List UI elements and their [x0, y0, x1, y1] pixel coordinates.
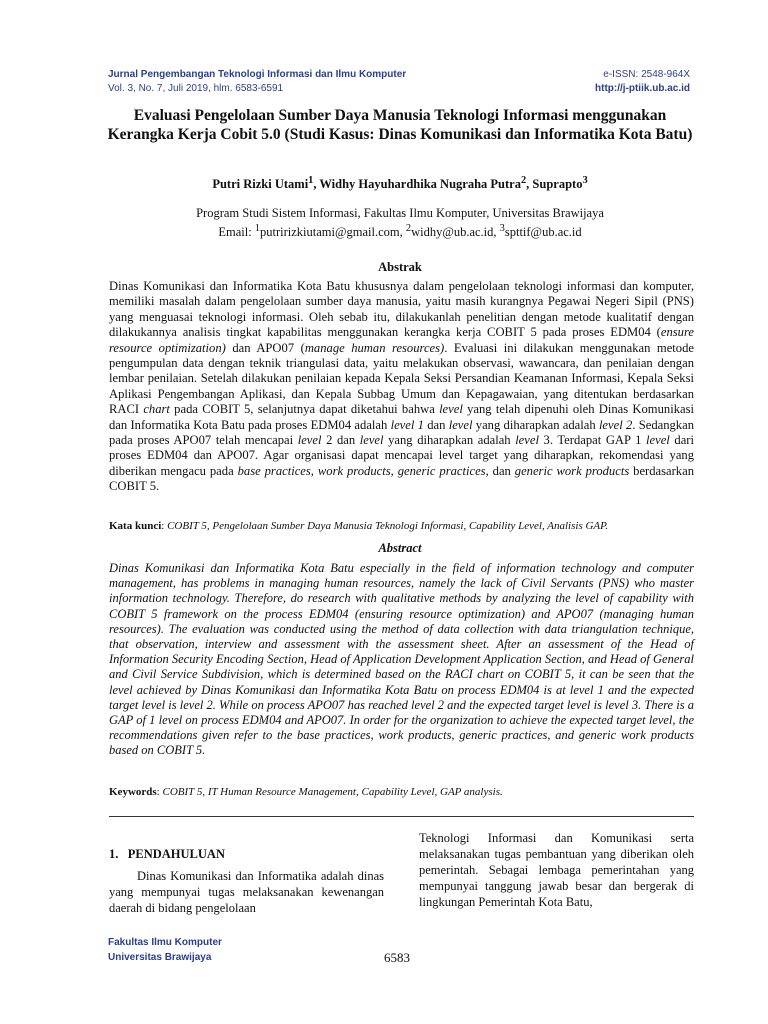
journal-issn: e-ISSN: 2548-964X: [603, 69, 690, 80]
section-heading: 1. PENDAHULUAN: [109, 847, 225, 861]
journal-header: [108, 68, 406, 96]
journal-url[interactable]: http://j-ptiik.ub.ac.id: [595, 83, 690, 94]
author-name: Widhy Hayuhardhika Nugraha Putra: [319, 177, 521, 192]
email-link[interactable]: putririzkiutami@gmail.com: [260, 225, 400, 240]
affiliation-program: Program Studi Sistem Informasi, Fakultas Ilmu Komputer, Universitas Brawijaya: [196, 206, 604, 220]
footer-university: Universitas Brawijaya: [108, 952, 212, 963]
section-divider: [109, 816, 694, 817]
author-name: Putri Rizki Utami: [212, 177, 309, 192]
keywords: Keywords: COBIT 5, IT Human Resource Management, Capability Level, GAP analysis.: [109, 786, 503, 798]
affiliation: [100, 205, 700, 240]
abstrak-body: Dinas Komunikasi dan Informatika Kota Batu khususnya dalam pengelolaan teknologi informasi dan komputer, memiliki masalah dalam pengelolaan sumber daya manusia, yaitu masih kurangnya Pegawai Negeri Sipil (PNS) yang menguasai teknologi informasi. Oleh sebab itu, dilakukanlah penelitian dengan metode kualitatif dengan dilakukannya analisis tingkat kapabilitas menggunakan kerangka kerja COBIT 5 pada proses EDM04 (ensure resource optimization) dan APO07 (manage human resources). Evaluasi ini dilakukan menggunakan metode pengumpulan data dengan teknik triangulasi data, yaitu melakukan observasi, wawancara, dan penilaian dengan lembar penilaian. Setelah dilakukan penilaian kepada Kepala Seksi Persandian Keamanan Informasi, Kepala Seksi Aplikasi Pengembangan Aplikasi, dan Kepala Subbag Umum dan Kepagawaian, yang ditentukan berdasarkan RACI chart pada COBIT 5, selanjutnya dapat diketahui bahwa level yang telah dipenuhi oleh Dinas Komunikasi dan Informatika Kota Batu pada proses EDM04 adalah level 1 dan level yang diharapkan adalah level 2. Sedangkan pada proses APO07 telah mencapai level 2 dan level yang diharapkan adalah level 3. Terdapat GAP 1 level dari proses EDM04 dan APO07. Agar organisasi dapat mencapai level target yang diharapkan, rekomendasi yang diberikan mengacu pada base practices, work products, generic practices, dan generic work products berdasarkan COBIT 5.: [109, 279, 694, 494]
author-name: Suprapto: [532, 177, 583, 192]
author-emails: Email: $^1$putririzkiutami@gmail.com, $^2$widhy@ub.ac.id, $^3$spttif@ub.ac.id: [218, 223, 582, 240]
email-link[interactable]: widhy@ub.ac.id: [411, 225, 494, 240]
page-number: 6583: [384, 950, 410, 965]
footer-faculty: Fakultas Ilmu Komputer: [108, 937, 222, 948]
abstract-body: Dinas Komunikasi dan Informatika Kota Batu especially in the field of information technology and computer management, has problems in managing human resources, namely the lack of Civil Servants (PNS) who master information technology. Therefore, do research with qualitative methods by analyzing the level of capability with COBIT 5 framework on the process EDM04 (ensuring resource optimization) and APO07 (managing human resources). The evaluation was conducted using the method of data collection with data triangulation technique, that observation, interview and assessment with the assessment sheet. After an assessment of the Head of Information Security Encoding Section, Head of Application Development Application Section, and Head of General and Civil Service Subdivision, which is determined based on the RACI chart on COBIT 5, it can be seen that the level achieved by Dinas Komunikasi dan Informatika Kota Batu on process EDM04 is at level 1 and the expected target level is level 2. While on process APO07 has reached level 2 and the expected target level is level 3. There is a GAP of 1 level on process EDM04 and APO07. In order for the organization to achieve the expected target level, the recommendations given refer to the base practices, work products, generic practices, and generic work products based on COBIT 5.: [109, 561, 694, 758]
abstrak-heading: Abstrak: [378, 260, 422, 274]
author-list: Putri Rizki Utami$^1$, Widhy Hayuhardhika Nugraha Putra$^2$, Suprapto$^3$: [212, 175, 588, 192]
paper-title: Evaluasi Pengelolaan Sumber Daya Manusia Teknologi Informasi menggunakan Kerangka Kerja Cobit 5.0 (Studi Kasus: Dinas Komunikasi dan Informatika Kota Batu): [107, 107, 693, 143]
email-link[interactable]: spttif@ub.ac.id: [504, 225, 582, 240]
intro-right-column: Teknologi Informasi dan Komunikasi serta melaksanakan tugas pembantuan yang diberikan oleh pemerintah. Sebagai lembaga pemerintahan yang mempunyai tanggung jawab besar dan bergerak di lingkungan Pemerintah Kota Batu,: [419, 831, 694, 909]
journal-meta: [595, 68, 690, 96]
kata-kunci: Kata kunci: COBIT 5, Pengelolaan Sumber Daya Manusia Teknologi Informasi, Capability Level, Analisis GAP.: [109, 520, 609, 532]
abstract-heading: Abstract: [378, 541, 422, 555]
footer-institution: [108, 935, 222, 965]
journal-volume: Vol. 3, No. 7, Juli 2019, hlm. 6583-6591: [108, 83, 284, 94]
intro-left-column: Dinas Komunikasi dan Informatika adalah dinas yang mempunyai tugas melaksanakan kewenangan daerah di bidang pengelolaan: [109, 869, 384, 915]
journal-name: Jurnal Pengembangan Teknologi Informasi dan Ilmu Komputer: [108, 69, 407, 80]
